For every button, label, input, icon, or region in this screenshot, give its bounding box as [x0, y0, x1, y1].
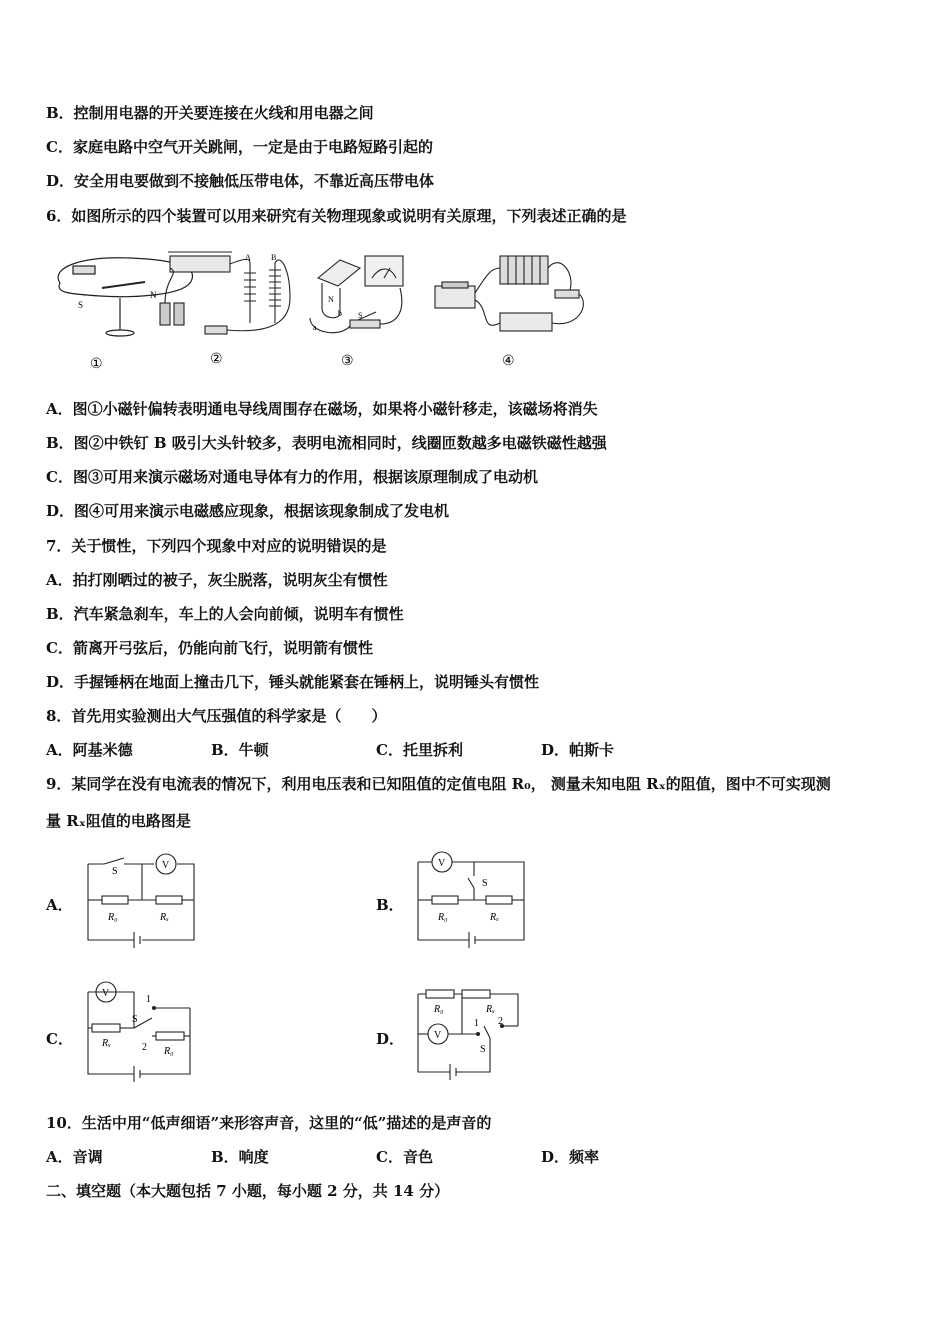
circuit-b-voltmeter-label: V: [438, 858, 446, 869]
circuit-c-r0-label: R₀: [164, 1046, 174, 1057]
figure-3-s-label: S: [358, 311, 363, 320]
figure-2-a-label: A: [245, 253, 251, 262]
figure-4-induction-device: [435, 256, 583, 331]
q9-circuit-b: [414, 848, 534, 948]
figure-3-magnet-device: [310, 256, 403, 333]
figure-2-electromagnets: [160, 252, 290, 334]
q9-circuit-a: [84, 848, 204, 948]
q5-option-b: B．控制用电器的开关要连接在火线和用电器之间: [46, 104, 374, 122]
figure-2-b-label: B: [271, 253, 277, 262]
q9-circuit-d: [414, 984, 534, 1084]
q8-options: [46, 739, 614, 760]
circuit-d-voltmeter-label: V: [434, 1030, 442, 1041]
figure-3-b-label: b: [338, 309, 342, 318]
section-2-title: 二、填空题（本大题包括 7 小题，每小题 2 分，共 14 分）: [46, 1182, 450, 1200]
figure-2-label: ②: [210, 352, 223, 367]
q9-stem-line1: 9．某同学在没有电流表的情况下，利用电压表和已知阻值的定值电阻 R₀， 测量未知电阻 Rₓ的阻值，图中不可实现测: [46, 775, 831, 793]
circuit-a-voltmeter-label: V: [162, 860, 170, 871]
circuit-c-pos2-label: 2: [142, 1042, 147, 1053]
q7-option-b: B．汽车紧急刹车，车上的人会向前倾，说明车有惯性: [46, 605, 404, 623]
circuit-c-switch-label: S: [132, 1014, 138, 1025]
q10-option-b: B．响度: [211, 1148, 269, 1166]
circuit-c-voltmeter-label: V: [102, 988, 110, 999]
q9-circuit-c: [84, 978, 204, 1088]
q9-option-a-label: A．: [46, 896, 73, 914]
circuit-a-r0-label: R₀: [108, 912, 118, 923]
q8-option-a: A．阿基米德: [46, 741, 133, 759]
q10-stem: 10．生活中用“低声细语”来形容声音，这里的“低”描述的是声音的: [46, 1114, 492, 1132]
q10-option-d: D．频率: [541, 1148, 600, 1166]
q9-stem-line2: 量 Rₓ阻值的电路图是: [46, 812, 191, 830]
q7-option-d: D．手握锤柄在地面上撞击几下，锤头就能紧套在锤柄上，说明锤头有惯性: [46, 673, 540, 691]
q9-option-b-label: B．: [376, 896, 404, 914]
circuit-c-pos1-label: 1: [146, 994, 151, 1005]
q6-option-b: B．图②中铁钉 B 吸引大头针较多，表明电流相同时，线圈匝数越多电磁铁磁性越强: [46, 434, 607, 452]
circuit-b-r0-label: R₀: [438, 912, 448, 923]
circuit-b-rx-label: Rₓ: [490, 912, 499, 923]
q7-option-a: A．拍打刚晒过的被子，灰尘脱落，说明灰尘有惯性: [46, 571, 388, 589]
figure-3-a-label: a: [313, 323, 317, 332]
figure-3-n-label: N: [328, 295, 334, 304]
q8-option-d: D．帕斯卡: [541, 741, 615, 759]
circuit-d-pos1-label: 1: [474, 1018, 479, 1029]
q6-stem: 6．如图所示的四个装置可以用来研究有关物理现象或说明有关原理，下列表述正确的是: [46, 207, 627, 225]
q5-option-c: C．家庭电路中空气开关跳闸，一定是由于电路短路引起的: [46, 138, 433, 156]
circuit-a-switch-label: S: [112, 866, 118, 877]
q8-option-c: C．托里拆利: [376, 741, 463, 759]
circuit-d-rx-label: Rₓ: [486, 1004, 495, 1015]
circuit-d-switch-label: S: [480, 1044, 486, 1055]
q7-option-c: C．箭离开弓弦后，仍能向前飞行，说明箭有惯性: [46, 639, 373, 657]
q9-option-c-label: C．: [46, 1030, 73, 1048]
figure-1-s-label: S: [78, 300, 84, 310]
figure-1-n-label: N: [150, 290, 157, 300]
q10-options: [46, 1146, 599, 1167]
q8-option-b: B．牛顿: [211, 741, 269, 759]
circuit-a-rx-label: Rₓ: [160, 912, 169, 923]
q6-option-c: C．图③可用来演示磁场对通电导体有力的作用，根据该原理制成了电动机: [46, 468, 538, 486]
figure-3-label: ③: [341, 354, 354, 369]
circuit-b-switch-label: S: [482, 878, 488, 889]
q10-option-a: A．音调: [46, 1148, 103, 1166]
figure-4-label: ④: [502, 354, 515, 369]
q7-stem: 7．关于惯性，下列四个现象中对应的说明错误的是: [46, 537, 387, 555]
circuit-c-rx-label: Rₓ: [102, 1038, 111, 1049]
q8-stem: 8．首先用实验测出大气压强值的科学家是（ ）: [46, 707, 387, 725]
q6-option-d: D．图④可用来演示电磁感应现象，根据该现象制成了发电机: [46, 502, 450, 520]
q9-option-d-label: D．: [376, 1030, 405, 1048]
q6-option-a: A．图①小磁针偏转表明通电导线周围存在磁场，如果将小磁针移走，该磁场将消失: [46, 400, 598, 418]
circuit-d-pos2-label: 2: [498, 1016, 503, 1027]
q6-figures: [40, 238, 600, 378]
circuit-d-r0-label: R₀: [434, 1004, 444, 1015]
figure-1-label: ①: [90, 357, 103, 372]
q5-option-d: D．安全用电要做到不接触低压带电体，不靠近高压带电体: [46, 172, 435, 190]
q10-option-c: C．音色: [376, 1148, 433, 1166]
